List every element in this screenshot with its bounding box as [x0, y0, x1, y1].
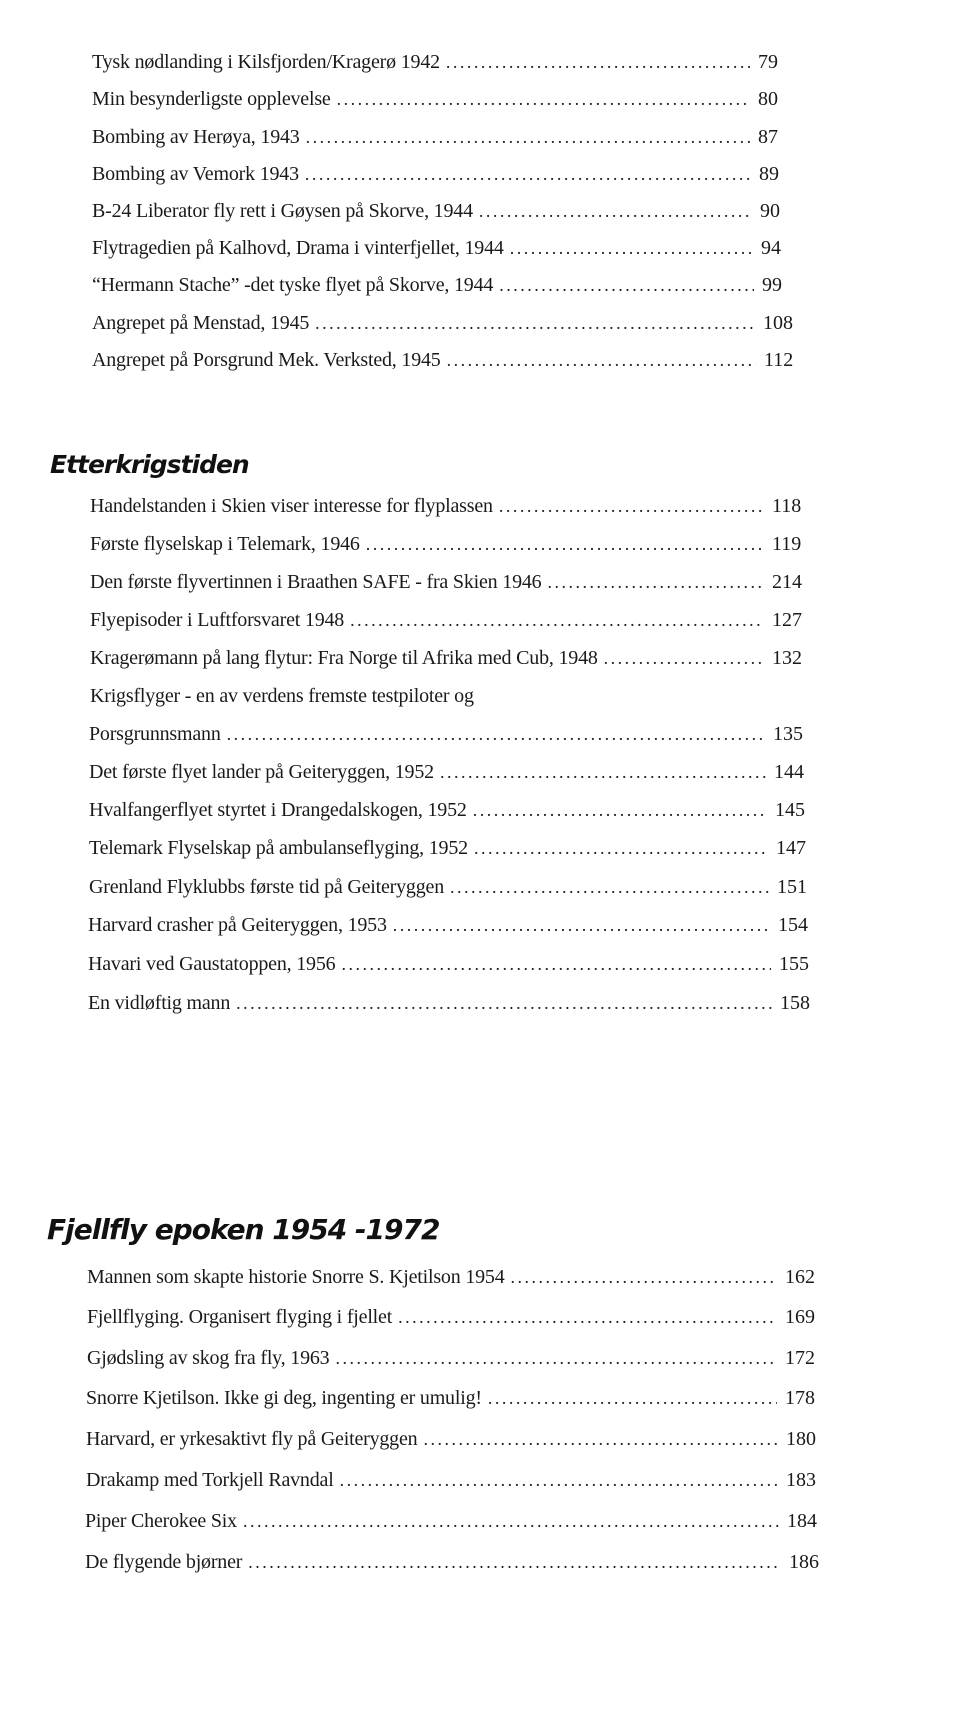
dot-leader [474, 833, 768, 863]
dot-leader [340, 1465, 778, 1495]
toc-entry-title: Kragerømann på lang flytur: Fra Norge til Afrika med Cub, 1948 [90, 647, 598, 669]
toc-entry-page: 183 [786, 1469, 816, 1491]
toc-entry[interactable] [90, 643, 806, 673]
toc-entry-page: 172 [785, 1347, 815, 1369]
dot-leader [315, 308, 755, 338]
toc-entry[interactable] [92, 270, 796, 300]
toc-entry-title: Bombing av Herøya, 1943 [92, 126, 300, 148]
toc-entry-page: 108 [763, 312, 793, 334]
toc-entry-page: 127 [772, 609, 802, 631]
toc-entry[interactable] [86, 1465, 820, 1495]
toc-entry[interactable] [86, 1424, 820, 1454]
dot-leader [306, 122, 750, 152]
toc-entry[interactable] [88, 949, 813, 979]
toc-entry[interactable] [92, 233, 795, 263]
toc-entry-title: Krigsflyger - en av verdens fremste testpiloter og [90, 685, 474, 707]
toc-entry-page: 119 [772, 533, 802, 555]
toc-entry-title: Harvard crasher på Geiteryggen, 1953 [88, 914, 387, 936]
dot-leader [350, 605, 764, 635]
toc-entry[interactable] [87, 1343, 819, 1373]
toc-entry-title: Handelstanden i Skien viser interesse for flyplassen [90, 495, 493, 517]
toc-entry[interactable] [89, 872, 811, 902]
toc-entry-page: 118 [772, 495, 802, 517]
dot-leader [335, 1343, 777, 1373]
toc-entry-page: 89 [759, 163, 779, 185]
dot-leader [243, 1506, 779, 1536]
toc-entry[interactable] [92, 345, 798, 375]
toc-entry-title: De flygende bjørner [85, 1551, 243, 1573]
dot-leader [398, 1302, 777, 1332]
dot-leader [341, 949, 771, 979]
toc-entry-title: En vidløftig mann [88, 992, 231, 1014]
dot-leader [510, 233, 753, 263]
dot-leader [499, 491, 764, 521]
toc-entry-page: 155 [779, 953, 809, 975]
dot-leader [440, 757, 766, 787]
toc-entry-page: 180 [786, 1428, 816, 1450]
section-heading: Fjellfly epoken 1954 -1972 [47, 1213, 440, 1246]
toc-entry-page: 80 [758, 88, 778, 110]
dot-leader [499, 270, 754, 300]
toc-entry-page: 184 [787, 1510, 817, 1532]
toc-entry-title: Drakamp med Torkjell Ravndal [86, 1469, 334, 1491]
toc-entry[interactable] [90, 491, 806, 521]
dot-leader [511, 1262, 777, 1292]
toc-entry-title: Det første flyet lander på Geiteryggen, 1952 [89, 761, 434, 783]
dot-leader [305, 159, 751, 189]
toc-entry-page: 214 [772, 571, 802, 593]
toc-entry-title: Harvard, er yrkesaktivt fly på Geiteryggen [86, 1428, 418, 1450]
toc-entry-title: Grenland Flyklubbs første tid på Geiteryggen [89, 876, 445, 898]
toc-entry-page: 147 [776, 837, 806, 859]
toc-entry-page: 186 [789, 1551, 819, 1573]
dot-leader [488, 1383, 777, 1413]
toc-entry[interactable] [89, 833, 810, 863]
dot-leader [227, 719, 765, 749]
toc-entry-title: Angrepet på Porsgrund Mek. Verksted, 1945 [92, 349, 441, 371]
dot-leader [450, 872, 769, 902]
toc-entry-title: Hvalfangerflyet styrtet i Drangedalskogen, 1952 [89, 799, 467, 821]
toc-entry-page: 151 [777, 876, 807, 898]
dot-leader [423, 1424, 778, 1454]
toc-entry-title: Bombing av Vemork 1943 [92, 163, 299, 185]
toc-entry-page: 144 [774, 761, 804, 783]
toc-entry[interactable] [92, 84, 792, 114]
dot-leader [366, 529, 764, 559]
toc-entry[interactable] [90, 567, 806, 597]
toc-entry-page: 90 [760, 200, 780, 222]
toc-entry[interactable] [92, 308, 797, 338]
toc-entry-page: 178 [785, 1387, 815, 1409]
toc-entry-page: 79 [758, 51, 778, 73]
toc-entry-title: Angrepet på Menstad, 1945 [92, 312, 310, 334]
toc-entry[interactable] [87, 1302, 819, 1332]
dot-leader [446, 47, 750, 77]
toc-entry[interactable] [89, 757, 808, 787]
toc-entry-page: 94 [761, 237, 781, 259]
toc-entry[interactable] [92, 47, 792, 77]
toc-entry-page: 87 [758, 126, 778, 148]
toc-entry-title: Gjødsling av skog fra fly, 1963 [87, 1347, 330, 1369]
toc-entry-page: 145 [775, 799, 805, 821]
toc-entry[interactable] [90, 681, 806, 711]
dot-leader [337, 84, 750, 114]
toc-entry[interactable] [85, 1547, 823, 1577]
dot-leader [473, 795, 767, 825]
toc-entry-page: 99 [762, 274, 782, 296]
toc-entry[interactable] [85, 1506, 821, 1536]
toc-entry-page: 158 [780, 992, 810, 1014]
toc-entry-page: 112 [764, 349, 794, 371]
toc-entry-page: 132 [772, 647, 802, 669]
toc-entry-title: Den første flyvertinnen i Braathen SAFE - fra Skien 1946 [90, 571, 542, 593]
toc-entry[interactable] [92, 122, 792, 152]
dot-leader [604, 643, 764, 673]
toc-entry-title: Porsgrunnsmann [89, 723, 221, 745]
toc-entry[interactable] [92, 196, 794, 226]
section-heading: Etterkrigstiden [50, 450, 249, 479]
dot-leader [479, 196, 752, 226]
dot-leader [393, 910, 770, 940]
toc-entry-title: Flytragedien på Kalhovd, Drama i vinterfjellet, 1944 [92, 237, 504, 259]
toc-entry[interactable] [92, 159, 793, 189]
toc-entry-title: Flyepisoder i Luftforsvaret 1948 [90, 609, 345, 631]
toc-entry[interactable] [90, 605, 806, 635]
toc-entry-title: Min besynderligste opplevelse [92, 88, 331, 110]
toc-entry[interactable] [86, 1383, 819, 1413]
toc-entry-page: 169 [785, 1306, 815, 1328]
toc-entry-title: Første flyselskap i Telemark, 1946 [90, 533, 360, 555]
toc-entry[interactable] [88, 988, 814, 1018]
dot-leader [236, 988, 772, 1018]
toc-entry-page: 135 [773, 723, 803, 745]
toc-entry-title: Mannen som skapte historie Snorre S. Kjetilson 1954 [87, 1266, 505, 1288]
toc-entry[interactable] [89, 719, 807, 749]
toc-entry-title: Telemark Flyselskap på ambulanseflyging, 1952 [89, 837, 468, 859]
toc-entry-page: 154 [778, 914, 808, 936]
dot-leader [447, 345, 756, 375]
dot-leader [547, 567, 764, 597]
toc-entry[interactable] [88, 910, 812, 940]
toc-entry-title: Snorre Kjetilson. Ikke gi deg, ingenting er umulig! [86, 1387, 482, 1409]
toc-entry-title: “Hermann Stache” -det tyske flyet på Skorve, 1944 [92, 274, 494, 296]
toc-entry[interactable] [90, 529, 806, 559]
toc-entry-title: Piper Cherokee Six [85, 1510, 237, 1532]
toc-entry-page: 162 [785, 1266, 815, 1288]
toc-entry-title: Fjellflyging. Organisert flyging i fjellet [87, 1306, 393, 1328]
toc-entry[interactable] [89, 795, 809, 825]
toc-entry-title: Tysk nødlanding i Kilsfjorden/Kragerø 1942 [92, 51, 440, 73]
toc-entry-title: Havari ved Gaustatoppen, 1956 [88, 953, 336, 975]
toc-entry[interactable] [87, 1262, 819, 1292]
dot-leader [248, 1547, 781, 1577]
toc-entry-title: B-24 Liberator fly rett i Gøysen på Skorve, 1944 [92, 200, 473, 222]
